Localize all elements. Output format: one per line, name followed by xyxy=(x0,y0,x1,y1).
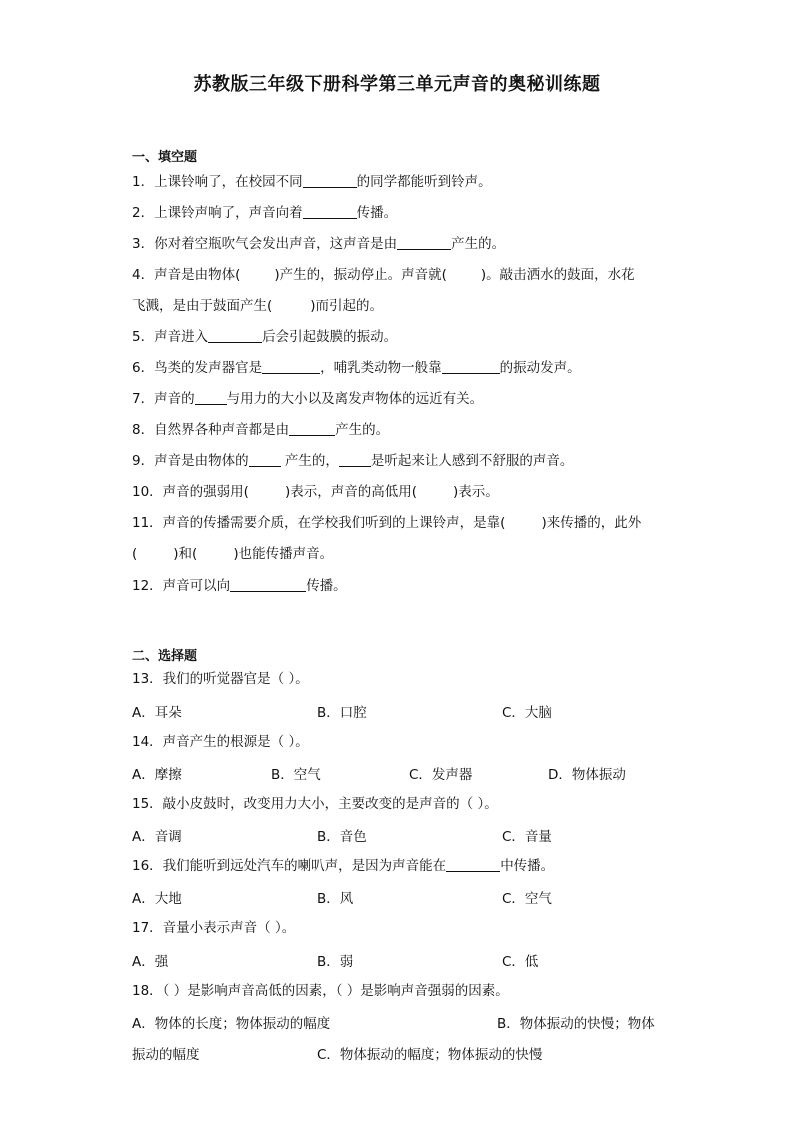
option-17-c[interactable]: C．低 xyxy=(502,954,539,970)
question-11-continued: ( )和( )也能传播声音。 xyxy=(132,546,334,562)
question-11: 11．声音的传播需要介质，在学校我们听到的上课铃声，是靠( )来传播的，此外 xyxy=(132,515,642,531)
answer-blank[interactable] xyxy=(195,390,227,405)
question-17: 17．音量小表示声音（ ）。 xyxy=(132,920,296,936)
answer-blank[interactable] xyxy=(262,359,320,374)
question-4: 4．声音是由物体( )产生的，振动停止。声音就( )。敲击洒水的鼓面，水花 xyxy=(132,267,635,283)
question-14: 14．声音产生的根源是（ ）。 xyxy=(132,734,309,750)
question-13: 13．我们的听觉器官是（ ）。 xyxy=(132,671,309,687)
answer-blank[interactable] xyxy=(230,577,306,592)
option-15-b[interactable]: B．音色 xyxy=(317,829,367,845)
answer-blank[interactable] xyxy=(289,421,335,436)
question-6: 6．鸟类的发声器官是 ，哺乳类动物一般靠 的振动发声。 xyxy=(132,360,581,376)
document-title: 苏教版三年级下册科学第三单元声音的奥秘训练题 xyxy=(193,74,601,95)
option-17-b[interactable]: B．弱 xyxy=(317,954,354,970)
option-14-b[interactable]: B．空气 xyxy=(271,767,321,783)
answer-blank[interactable] xyxy=(446,857,500,872)
answer-blank[interactable] xyxy=(303,204,357,219)
answer-blank[interactable] xyxy=(249,452,281,467)
answer-blank[interactable] xyxy=(339,452,371,467)
option-15-a[interactable]: A．音调 xyxy=(132,829,182,845)
option-18-c[interactable]: C．物体振动的幅度；物体振动的快慢 xyxy=(317,1047,543,1063)
question-12: 12．声音可以向 传播。 xyxy=(132,578,347,594)
option-17-a[interactable]: A．强 xyxy=(132,954,169,970)
option-18-a[interactable]: A．物体的长度；物体振动的幅度 xyxy=(132,1016,331,1032)
question-10: 10．声音的强弱用( )表示，声音的高低用( )表示。 xyxy=(132,484,499,500)
question-15: 15．敲小皮鼓时，改变用力大小，主要改变的是声音的（ ）。 xyxy=(132,796,498,812)
option-13-a[interactable]: A．耳朵 xyxy=(132,705,182,721)
option-14-c[interactable]: C．发声器 xyxy=(409,767,473,783)
question-9: 9．声音是由物体的 产生的， 是听起来让人感到不舒服的声音。 xyxy=(132,453,574,469)
question-2: 2．上课铃声响了，声音向着 传播。 xyxy=(132,205,398,221)
option-14-a[interactable]: A．摩擦 xyxy=(132,767,182,783)
option-13-c[interactable]: C．大脑 xyxy=(502,705,552,721)
question-1: 1．上课铃响了，在校园不同 的同学都能听到铃声。 xyxy=(132,174,492,190)
section-heading-fill-in: 一、填空题 xyxy=(132,150,198,165)
section-heading-multiple-choice: 二、选择题 xyxy=(132,649,198,664)
answer-blank[interactable] xyxy=(208,328,262,343)
option-13-b[interactable]: B．口腔 xyxy=(317,705,367,721)
answer-blank[interactable] xyxy=(303,173,357,188)
question-7: 7．声音的 与用力的大小以及离发声物体的远近有关。 xyxy=(132,391,484,407)
question-4-continued: 飞溅，是由于鼓面产生( )而引起的。 xyxy=(132,298,384,314)
option-14-d[interactable]: D．物体振动 xyxy=(548,767,626,783)
question-16: 16．我们能听到远处汽车的喇叭声，是因为声音能在 中传播。 xyxy=(132,858,555,874)
answer-blank[interactable] xyxy=(442,359,500,374)
question-3: 3．你对着空瓶吹气会发出声音，这声音是由 产生的。 xyxy=(132,236,506,252)
question-18: 18．（ ）是影响声音高低的因素，（ ）是影响声音强弱的因素。 xyxy=(132,983,509,999)
question-5: 5．声音进入 后会引起鼓膜的振动。 xyxy=(132,329,398,345)
option-15-c[interactable]: C．音量 xyxy=(502,829,552,845)
option-16-b[interactable]: B．风 xyxy=(317,891,354,907)
question-8: 8．自然界各种声音都是由 产生的。 xyxy=(132,422,390,438)
option-16-a[interactable]: A．大地 xyxy=(132,891,182,907)
option-18-b-continued[interactable]: 振动的幅度 xyxy=(132,1047,200,1063)
option-16-c[interactable]: C．空气 xyxy=(502,891,552,907)
option-18-b[interactable]: B．物体振动的快慢；物体 xyxy=(497,1016,655,1032)
answer-blank[interactable] xyxy=(397,235,451,250)
